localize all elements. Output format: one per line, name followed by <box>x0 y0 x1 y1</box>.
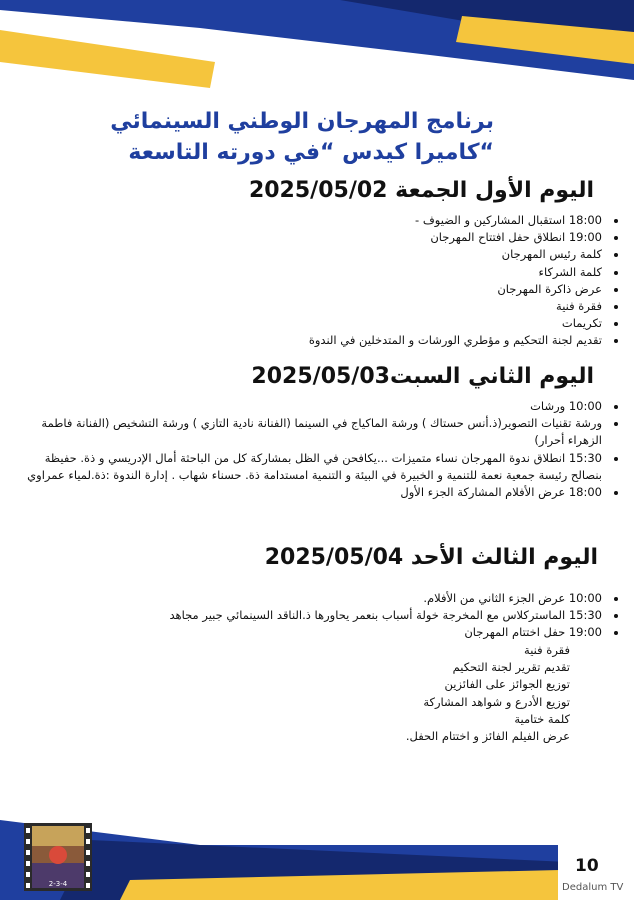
list-item: • 19:00 حفل اختتام المهرجان <box>134 624 604 641</box>
list-item: • 18:00 استقبال المشاركين و الضيوف - <box>264 212 604 229</box>
closing-line: فقرة فنية <box>524 643 570 657</box>
title-line-2: “كاميرا كيدس “في دورته التاسعة <box>128 140 494 165</box>
day1-list <box>264 212 620 350</box>
list-item: • تكريمات <box>264 315 604 332</box>
watermark: Dedalum TV <box>562 882 624 893</box>
day3-heading: اليوم الثالث الأحد 2025/05/04 <box>264 545 598 570</box>
list-item: • 10:00 ورشات <box>22 398 604 415</box>
list-item: • 10:00 عرض الجزء الثاني من الأفلام. <box>134 590 604 607</box>
day3-list <box>134 590 620 642</box>
list-item: • فقرة فنية <box>264 298 604 315</box>
closing-line: توزيع الجوائز على الفائزين <box>444 677 570 692</box>
poster-thumbnail <box>24 823 92 891</box>
title-line-1: برنامج المهرجان الوطني السينمائي <box>110 109 494 134</box>
program-title <box>110 106 494 168</box>
closing-line: كلمة ختامية <box>514 711 570 726</box>
list-item: • تقديم لجنة التحكيم و مؤطري الورشات و المتدخلين في الندوة <box>264 332 604 349</box>
list-item: • 15:30 انطلاق ندوة المهرجان نساء متميزات ...يكافحن في الظل بمشاركة كل من الباحثة أمال الإدريسي و ذة. حفيظة بنصالح رئيسة جمعية نعمة للتنمية و الخبيرة في البيئة و التنمية امستدامة ذة. حسناء شهاب . إدارة الندوة :ذة.لمياء عمراوي <box>22 450 604 484</box>
closing-line: توزيع الأدرع و شواهد المشاركة <box>423 694 570 709</box>
top-yellow-stripe-left <box>0 30 215 88</box>
day1-heading: اليوم الأول الجمعة 2025/05/02 <box>248 178 594 203</box>
day3-closing-items <box>400 642 570 745</box>
list-item: • 18:00 عرض الأفلام المشاركة الجزء الأول <box>22 484 604 501</box>
list-item: • عرض ذاكرة المهرجان <box>264 281 604 298</box>
list-item: • كلمة رئيس المهرجان <box>264 246 604 263</box>
list-item: • كلمة الشركاء <box>264 264 604 281</box>
list-item: • 19:00 انطلاق حفل افتتاح المهرجان <box>264 229 604 246</box>
page-number: 10 <box>575 856 599 876</box>
closing-line: تقديم تقرير لجنة التحكيم <box>452 660 570 675</box>
thumbnail-caption: 2-3-4 <box>48 880 68 888</box>
day2-list <box>22 398 620 501</box>
closing-line: عرض الفيلم الفائز و اختتام الحفل. <box>405 729 570 744</box>
list-item: • ورشة تقنيات التصوير(ذ.أنس حستاك ) ورشة الماكياج في السينما (الفنانة نادية التازي ) ورشة التشخيص (الفنانة فاطمة الزهراء أحرار) <box>22 415 604 449</box>
day2-heading: اليوم الثاني السبت2025/05/03 <box>251 364 594 389</box>
list-item: • 15:30 الماستركلاس مع المخرجة خولة أسباب بنعمر يحاورها ذ.الناقد السينمائي جبير مجاهد <box>134 607 604 624</box>
